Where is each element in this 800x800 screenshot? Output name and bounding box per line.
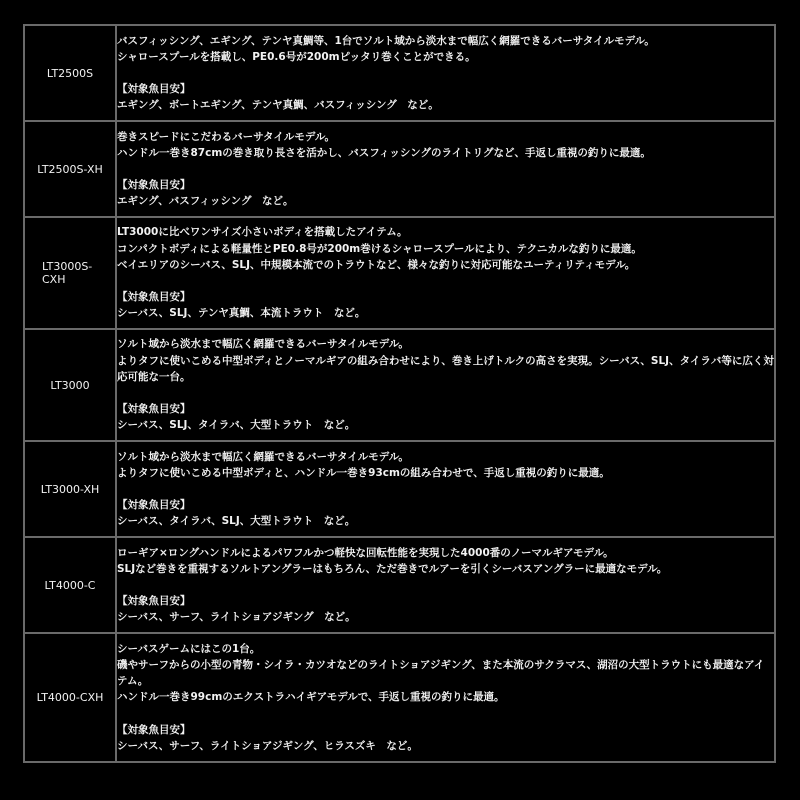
description-line: バスフィッシング、エギング、テンヤ真鯛等、1台でソルト域から淡水まで幅広く網羅できるバーサタイルモデル。 [117, 34, 655, 47]
target-heading: 【対象魚目安】 [117, 403, 191, 416]
description-line: よりタフに使いこめる中型ボディとノーマルギアの組み合わせにより、巻き上げトルクの高さを実現。シーバス、SLJ、タイラバ等に広く対応可能な一台。 [117, 354, 774, 383]
description-line: LT3000に比べワンサイズ小さいボディを搭載したアイテム。 [117, 226, 408, 239]
description-line: 巻きスピードにこだわるバーサタイルモデル。 [117, 130, 335, 143]
table-row [24, 217, 775, 329]
model-name: LT4000-CXH [24, 633, 116, 762]
target-heading: 【対象魚目安】 [117, 179, 191, 192]
description-line: ローギア×ロングハンドルによるパワフルかつ軽快な回転性能を実現した4000番のノーマルギアモデル。 [117, 546, 614, 559]
description-line: ソルト域から淡水まで幅広く網羅できるバーサタイルモデル。 [117, 338, 409, 351]
description-line: 磯やサーフからの小型の青物・シイラ・カツオなどのライトショアジギング、また本流のサクラマス、湖沼の大型トラウトにも最適なアイテム。 [117, 659, 765, 688]
description-line: ベイエリアのシーバス、SLJ、中規模本流でのトラウトなど、様々な釣りに対応可能なユーティリティモデル。 [117, 258, 636, 271]
model-name: LT3000-XH [24, 441, 116, 537]
target-fish: エギング、ボートエギング、テンヤ真鯛、バスフィッシング など。 [117, 99, 439, 112]
model-name: LT4000-C [24, 537, 116, 633]
table-row [24, 633, 775, 762]
target-fish: エギング、バスフィッシング など。 [117, 195, 294, 208]
description-line: ソルト域から淡水まで幅広く網羅できるバーサタイルモデル。 [117, 450, 409, 463]
target-fish: シーバス、SLJ、タイラバ、大型トラウト など。 [117, 419, 356, 432]
model-description [116, 537, 775, 633]
description-line: ハンドル一巻き87cmの巻き取り長さを活かし、バスフィッシングのライトリグなど、手返し重視の釣りに最適。 [117, 146, 651, 159]
table-row [24, 537, 775, 633]
table-row [24, 25, 775, 121]
model-name: LT3000S-CXH [24, 217, 116, 329]
target-heading: 【対象魚目安】 [117, 723, 191, 736]
model-description [116, 329, 775, 441]
target-heading: 【対象魚目安】 [117, 83, 191, 96]
target-fish: シーバス、サーフ、ライトショアジギング など。 [117, 611, 356, 624]
target-heading: 【対象魚目安】 [117, 499, 191, 512]
description-line: コンパクトボディによる軽量性とPE0.8号が200m巻けるシャロースプールにより、テクニカルな釣りに最適。 [117, 242, 642, 255]
model-name: LT2500S [24, 25, 116, 121]
table-row [24, 121, 775, 217]
model-name: LT2500S-XH [24, 121, 116, 217]
target-heading: 【対象魚目安】 [117, 291, 191, 304]
model-description [116, 633, 775, 762]
description-line: シーバスゲームにはこの1台。 [117, 642, 261, 655]
model-description [116, 441, 775, 537]
model-spec-table [23, 24, 776, 763]
model-description [116, 121, 775, 217]
model-name: LT3000 [24, 329, 116, 441]
target-heading: 【対象魚目安】 [117, 595, 191, 608]
description-line: SLJなど巻きを重視するソルトアングラーはもちろん、ただ巻きでルアーを引くシーバスアングラーに最適なモデル。 [117, 562, 668, 575]
table-row [24, 329, 775, 441]
target-fish: シーバス、タイラバ、SLJ、大型トラウト など。 [117, 515, 356, 528]
description-line: よりタフに使いこめる中型ボディと、ハンドル一巻き93cmの組み合わせで、手返し重視の釣りに最適。 [117, 466, 610, 479]
model-description [116, 217, 775, 329]
target-fish: シーバス、サーフ、ライトショアジギング、ヒラスズキ など。 [117, 740, 418, 752]
description-line: ハンドル一巻き99cmのエクストラハイギアモデルで、手返し重視の釣りに最適。 [117, 691, 505, 704]
target-fish: シーバス、SLJ、テンヤ真鯛、本流トラウト など。 [117, 307, 366, 320]
description-line: シャロースプールを搭載し、PE0.6号が200mピッタリ巻くことができる。 [117, 50, 476, 63]
table-row [24, 441, 775, 537]
model-description [116, 25, 775, 121]
